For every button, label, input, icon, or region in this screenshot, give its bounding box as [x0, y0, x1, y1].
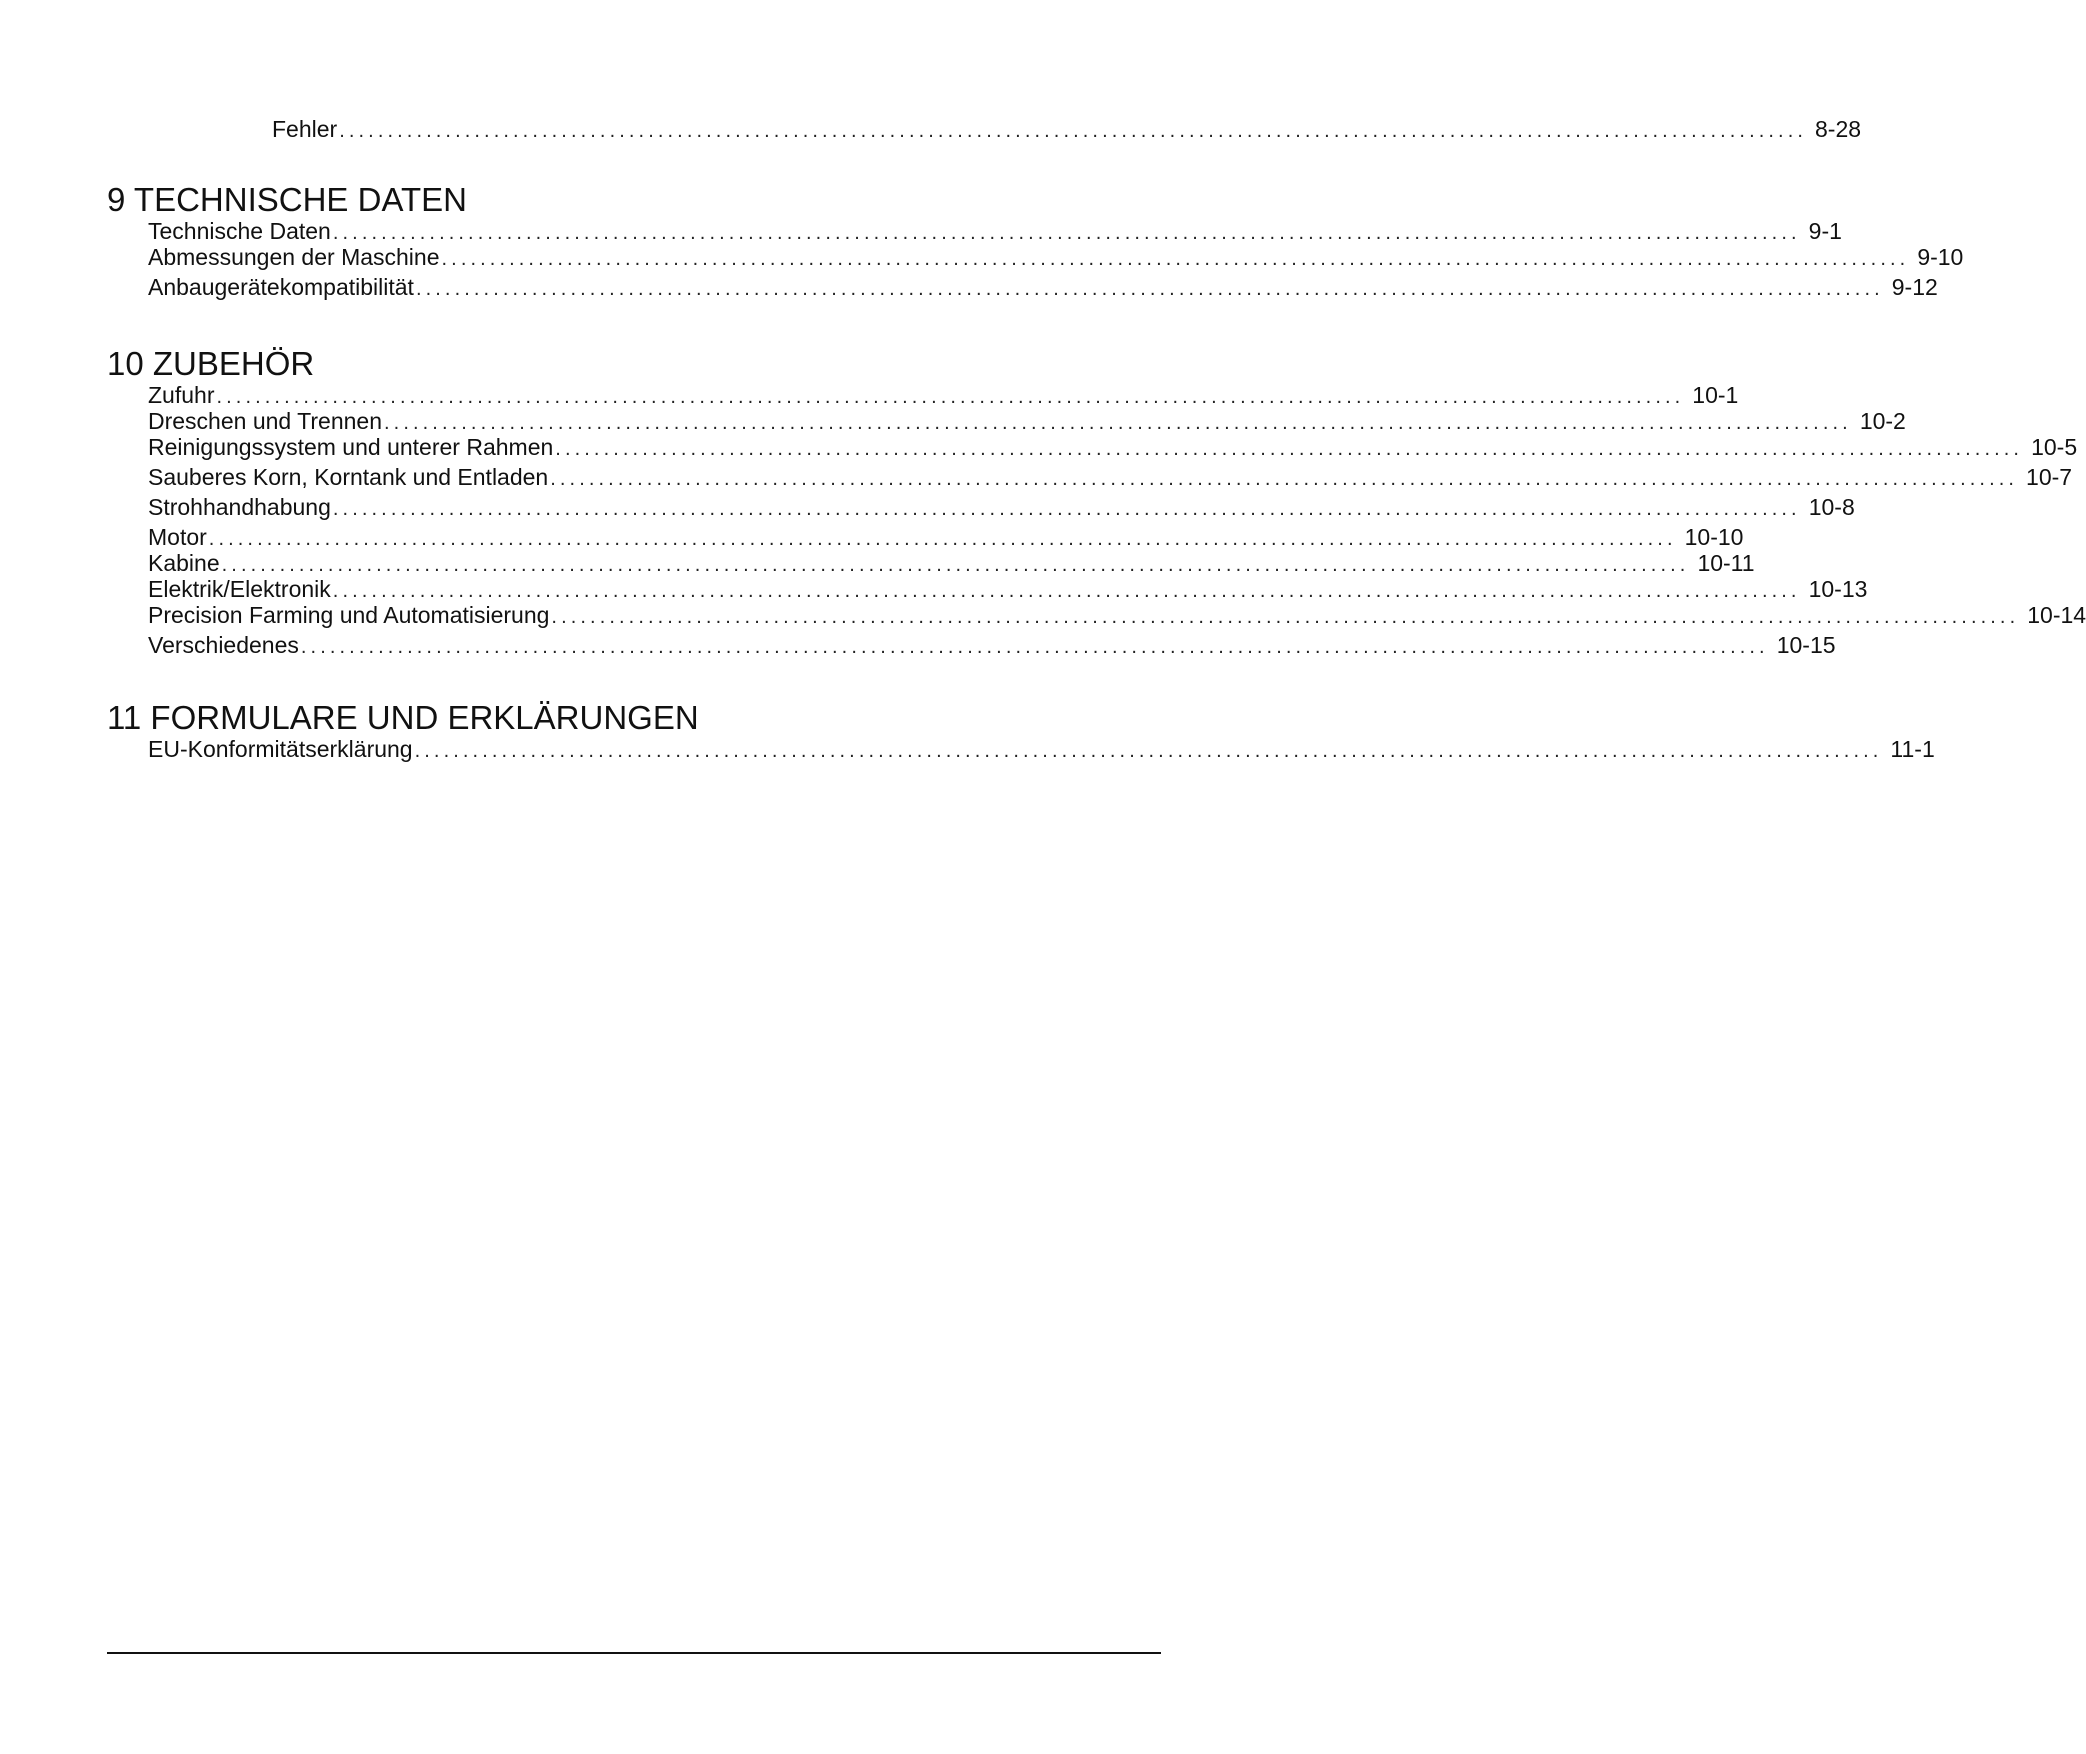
toc-entry-page: 9-1	[1808, 218, 1842, 244]
toc-entry-strohhandhabung[interactable]	[148, 492, 1855, 522]
dot-leader: ........................................................................................................................................................	[332, 498, 1801, 520]
dot-leader: ........................................................................................................................................................	[384, 412, 1852, 434]
toc-entry-page: 10-8	[1808, 494, 1855, 520]
dot-leader: ........................................................................................................................................................	[555, 438, 2024, 460]
toc-entry-label: Zufuhr	[148, 382, 215, 408]
toc-entry-page: 10-2	[1859, 408, 1906, 434]
dot-leader: ........................................................................................................................................................	[415, 278, 1884, 300]
toc-entry-label: Strohhandhabung	[148, 494, 331, 520]
toc-entry-page: 10-14	[2027, 602, 2086, 628]
toc-entry-verschiedenes[interactable]	[148, 630, 1836, 660]
toc-entry-label: Elektrik/Elektronik	[148, 576, 331, 602]
toc-entry-reinigungssystem[interactable]	[148, 432, 2078, 462]
toc-entry-label: Fehler	[272, 116, 338, 142]
toc-entry-label: Precision Farming und Automatisierung	[148, 602, 550, 628]
toc-entry-page: 9-12	[1891, 274, 1938, 300]
toc-entry-page: 8-28	[1815, 116, 1862, 142]
toc-entry-page: 10-1	[1692, 382, 1739, 408]
toc-entry-page: 9-10	[1917, 244, 1964, 270]
toc-entry-sauberes-korn[interactable]	[148, 462, 2073, 492]
toc-entry-page: 10-10	[1684, 524, 1744, 550]
toc-entry-page: 10-7	[2026, 464, 2073, 490]
toc-entry-label: Reinigungssystem und unterer Rahmen	[148, 434, 554, 460]
toc-entry-eu-konformitaet[interactable]	[148, 734, 1935, 764]
dot-leader: ........................................................................................................................................................	[332, 580, 1801, 602]
dot-leader: ........................................................................................................................................................	[551, 606, 2020, 628]
dot-leader: ........................................................................................................................................................	[221, 554, 1690, 576]
dot-leader: ........................................................................................................................................................	[441, 248, 1910, 270]
dot-leader: ........................................................................................................................................................	[300, 636, 1769, 658]
toc-entry-abmessungen[interactable]	[148, 242, 1964, 272]
toc-entry-page: 10-13	[1808, 576, 1868, 602]
toc-entry-label: Dreschen und Trennen	[148, 408, 382, 434]
toc-entry-page: 11-1	[1890, 736, 1935, 762]
toc-entry-page: 10-15	[1776, 632, 1836, 658]
toc-entry-label: Technische Daten	[148, 218, 331, 244]
toc-entry-label: Verschiedenes	[148, 632, 299, 658]
dot-leader: ........................................................................................................................................................	[339, 120, 1808, 142]
toc-entry-label: EU-Konformitätserklärung	[148, 736, 413, 762]
toc-entry-label: Kabine	[148, 550, 220, 576]
dot-leader: ........................................................................................................................................................	[550, 468, 2019, 490]
section-heading-9: 9 TECHNISCHE DATEN	[107, 181, 468, 218]
toc-entry-fehler[interactable]	[272, 114, 1862, 144]
dot-leader: ........................................................................................................................................................	[208, 528, 1677, 550]
dot-leader: ........................................................................................................................................................	[414, 740, 1883, 762]
toc-entry-page: 10-11	[1697, 550, 1755, 576]
footer-divider	[107, 1652, 1161, 1654]
dot-leader: ........................................................................................................................................................	[332, 222, 1801, 244]
toc-entry-label: Sauberes Korn, Korntank und Entladen	[148, 464, 549, 490]
section-heading-11: 11 FORMULARE UND ERKLÄRUNGEN	[107, 699, 699, 736]
toc-entry-label: Anbaugerätekompatibilität	[148, 274, 414, 300]
section-heading-10: 10 ZUBEHÖR	[107, 345, 315, 382]
toc-entry-label: Motor	[148, 524, 207, 550]
toc-entry-anbaugeraete[interactable]	[148, 272, 1938, 302]
toc-entry-page: 10-5	[2031, 434, 2078, 460]
toc-entry-label: Abmessungen der Maschine	[148, 244, 440, 270]
dot-leader: ........................................................................................................................................................	[216, 386, 1685, 408]
toc-entry-precision-farming[interactable]	[148, 600, 2086, 630]
